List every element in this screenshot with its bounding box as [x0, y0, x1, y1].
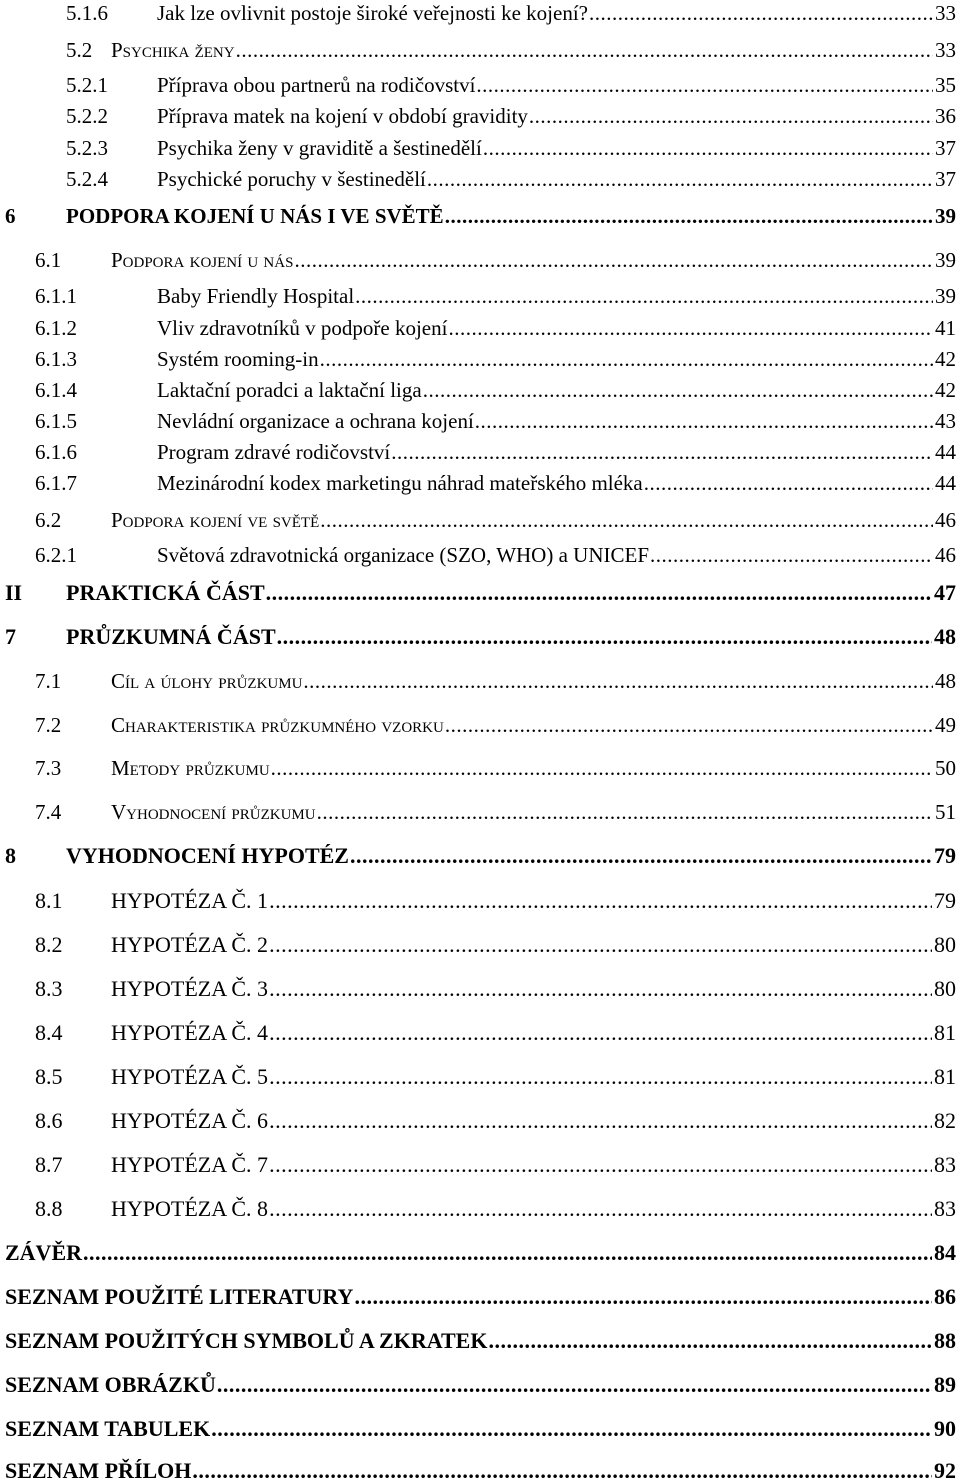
toc-entry[interactable]	[0, 543, 956, 568]
toc-entry[interactable]	[0, 1458, 956, 1484]
toc-entry-title: SEZNAM PŘÍLOH	[5, 1458, 192, 1483]
toc-entry-number: 6	[5, 204, 16, 228]
dot-leader	[269, 1196, 932, 1222]
toc-entry[interactable]	[0, 284, 956, 309]
toc-entry-number: 6.1.1	[35, 284, 77, 308]
toc-entry-page: 44	[935, 440, 956, 464]
toc-entry[interactable]	[0, 800, 956, 825]
dot-leader	[391, 440, 933, 465]
toc-entry-number: 6.2	[35, 508, 62, 532]
dot-leader	[445, 204, 933, 229]
toc-entry[interactable]	[0, 440, 956, 465]
toc-entry[interactable]	[0, 1284, 956, 1310]
toc-entry-page: 51	[935, 800, 956, 824]
toc-entry-page: 86	[934, 1284, 956, 1309]
toc-entry-number: 7.2	[35, 713, 62, 737]
toc-entry-title: SEZNAM OBRÁZKŮ	[5, 1372, 216, 1397]
dot-leader	[354, 1284, 932, 1310]
toc-entry-number: 6.1	[35, 248, 62, 272]
toc-entry-title: Psychické poruchy v šestinedělí	[157, 167, 426, 191]
dot-leader	[217, 1372, 932, 1398]
toc-entry-title: Psychika ženy v graviditě a šestinedělí	[157, 136, 482, 160]
toc-entry-number: 6.1.5	[35, 409, 77, 433]
toc-entry[interactable]	[0, 1328, 956, 1354]
toc-entry-title: HYPOTÉZA Č. 7	[111, 1152, 269, 1177]
toc-entry[interactable]	[0, 409, 956, 434]
toc-entry-title: HYPOTÉZA Č. 5	[111, 1064, 269, 1089]
toc-entry-number: 6.1.7	[35, 471, 77, 495]
toc-entry-title: ZÁVĚR	[5, 1240, 83, 1265]
toc-entry-page: 42	[935, 378, 956, 402]
toc-entry-page: 81	[934, 1064, 956, 1089]
toc-entry-number: 5.2.2	[66, 104, 108, 128]
dot-leader	[294, 248, 933, 273]
dot-leader	[269, 932, 932, 958]
toc-entry[interactable]	[0, 136, 956, 161]
toc-entry[interactable]	[0, 1240, 956, 1266]
dot-leader	[644, 471, 933, 496]
toc-entry[interactable]	[0, 713, 956, 738]
toc-entry-title: VYHODNOCENÍ HYPOTÉZ	[66, 843, 349, 868]
toc-entry-number: 6.1.2	[35, 316, 77, 340]
toc-entry-page: 80	[934, 932, 956, 957]
toc-entry-title: Metody průzkumu	[111, 756, 270, 780]
toc-entry[interactable]	[0, 73, 956, 98]
toc-entry-title: HYPOTÉZA Č. 1	[111, 888, 269, 913]
toc-entry-number: 8.7	[35, 1152, 63, 1177]
dot-leader	[650, 543, 933, 568]
toc-entry-number: 6.2.1	[35, 543, 77, 567]
dot-leader	[192, 1458, 932, 1484]
toc-entry-title: Podpora kojení u nás	[111, 248, 294, 272]
toc-entry-title: SEZNAM POUŽITÉ LITERATURY	[5, 1284, 354, 1309]
dot-leader	[589, 1, 933, 26]
dot-leader	[445, 713, 933, 738]
toc-entry[interactable]	[0, 1, 956, 26]
dot-leader	[277, 624, 932, 650]
toc-entry-number: 6.1.3	[35, 347, 77, 371]
toc-entry-page: 84	[934, 1240, 956, 1265]
toc-entry-number: 6.1.6	[35, 440, 77, 464]
toc-entry[interactable]	[0, 378, 956, 403]
toc-entry-page: 88	[934, 1328, 956, 1353]
toc-entry-number: 5.2.3	[66, 136, 108, 160]
toc-entry[interactable]	[0, 1152, 956, 1178]
toc-entry-title: HYPOTÉZA Č. 8	[111, 1196, 269, 1221]
toc-entry-page: 46	[935, 508, 956, 532]
toc-entry-title: HYPOTÉZA Č. 3	[111, 976, 269, 1001]
dot-leader	[320, 508, 933, 533]
toc-entry-number: 5.2.4	[66, 167, 108, 191]
toc-entry-page: 48	[934, 624, 956, 649]
toc-entry[interactable]	[0, 1108, 956, 1134]
dot-leader	[475, 409, 933, 434]
dot-leader	[317, 800, 933, 825]
toc-entry-title: Laktační poradci a laktační liga	[157, 378, 422, 402]
toc-entry[interactable]	[0, 843, 956, 869]
dot-leader	[269, 1064, 932, 1090]
dot-leader	[271, 756, 933, 781]
toc-entry-number: 7.4	[35, 800, 62, 824]
toc-entry-title: PODPORA KOJENÍ U NÁS I VE SVĚTĚ	[66, 204, 444, 228]
toc-entry-page: 39	[935, 248, 956, 272]
toc-entry-page: 92	[934, 1458, 956, 1483]
toc-entry-number: 5.2	[66, 38, 93, 62]
toc-entry-page: 79	[934, 843, 956, 868]
dot-leader	[350, 843, 932, 869]
toc-entry-title: Cíl a úlohy průzkumu	[111, 669, 303, 693]
toc-entry[interactable]	[0, 669, 956, 694]
toc-entry-number: 8.2	[35, 932, 63, 957]
toc-entry[interactable]	[0, 248, 956, 273]
dot-leader	[83, 1240, 932, 1266]
toc-entry-number: 8	[5, 843, 16, 868]
dot-leader	[303, 669, 933, 694]
dot-leader	[483, 136, 933, 161]
toc-entry-page: 83	[934, 1152, 956, 1177]
toc-entry-page: 35	[935, 73, 956, 97]
toc-entry-title: HYPOTÉZA Č. 2	[111, 932, 269, 957]
toc-entry-title: Příprava matek na kojení v období gravidity	[157, 104, 528, 128]
toc-entry-page: 49	[935, 713, 956, 737]
toc-entry[interactable]	[0, 167, 956, 192]
dot-leader	[529, 104, 933, 129]
toc-entry-title: Vyhodnocení průzkumu	[111, 800, 316, 824]
toc-entry-page: 89	[934, 1372, 956, 1397]
toc-entry-number: 5.2.1	[66, 73, 108, 97]
toc-entry-title: Světová zdravotnická organizace (SZO, WHO) a UNICEF	[157, 543, 649, 567]
toc-entry-title: Psychika ženy	[111, 38, 235, 62]
toc-entry[interactable]	[0, 1416, 956, 1442]
toc-entry-title: Nevládní organizace a ochrana kojení	[157, 409, 474, 433]
toc-entry-page: 50	[935, 756, 956, 780]
toc-entry-page: 39	[935, 284, 956, 308]
dot-leader	[448, 316, 933, 341]
toc-entry-title: Systém rooming-in	[157, 347, 319, 371]
dot-leader	[266, 580, 932, 606]
dot-leader	[476, 73, 933, 98]
dot-leader	[355, 284, 933, 309]
toc-entry[interactable]	[0, 1372, 956, 1398]
dot-leader	[269, 1020, 932, 1046]
toc-entry-title: HYPOTÉZA Č. 6	[111, 1108, 269, 1133]
toc-entry-title: Program zdravé rodičovství	[157, 440, 391, 464]
toc-entry-number: 8.3	[35, 976, 63, 1001]
toc-entry-page: 33	[935, 38, 956, 62]
toc-entry-page: 42	[935, 347, 956, 371]
dot-leader	[269, 888, 932, 914]
toc-entry-title: Mezinárodní kodex marketingu náhrad mateřského mléka	[157, 471, 643, 495]
toc-entry-title: PRAKTICKÁ ČÁST	[66, 580, 265, 605]
toc-entry-page: 33	[935, 1, 956, 25]
toc-entry-page: 36	[935, 104, 956, 128]
toc-entry-number: 8.1	[35, 888, 63, 913]
toc-entry-title: PRŮZKUMNÁ ČÁST	[66, 624, 276, 649]
toc-entry-page: 44	[935, 471, 956, 495]
toc-entry-title: Jak lze ovlivnit postoje široké veřejnosti ke kojení?	[157, 1, 588, 25]
toc-entry[interactable]	[0, 580, 956, 606]
toc-entry[interactable]	[0, 104, 956, 129]
toc-entry-page: 37	[935, 167, 956, 191]
toc-entry[interactable]	[0, 976, 956, 1002]
toc-entry-title: HYPOTÉZA Č. 4	[111, 1020, 269, 1045]
toc-entry-page: 39	[935, 204, 956, 228]
toc-entry-page: 90	[934, 1416, 956, 1441]
toc-entry-page: 81	[934, 1020, 956, 1045]
toc-entry-number: II	[5, 580, 23, 605]
toc-entry-number: 7	[5, 624, 16, 649]
dot-leader	[269, 976, 932, 1002]
toc-entry-title: Příprava obou partnerů na rodičovství	[157, 73, 476, 97]
toc-entry-page: 41	[935, 316, 956, 340]
toc-entry[interactable]	[0, 932, 956, 958]
dot-leader	[269, 1152, 932, 1178]
toc-entry[interactable]	[0, 1196, 956, 1222]
toc-entry-page: 48	[935, 669, 956, 693]
toc-entry-page: 80	[934, 976, 956, 1001]
toc-entry-title: Podpora kojení ve světě	[111, 508, 320, 532]
dot-leader	[269, 1108, 932, 1134]
toc-entry-title: Baby Friendly Hospital	[157, 284, 355, 308]
toc-entry-page: 43	[935, 409, 956, 433]
dot-leader	[211, 1416, 932, 1442]
toc-entry[interactable]	[0, 888, 956, 914]
toc-entry-number: 6.1.4	[35, 378, 77, 402]
toc-entry[interactable]	[0, 1020, 956, 1046]
toc-entry-title: SEZNAM POUŽITÝCH SYMBOLŮ A ZKRATEK	[5, 1328, 488, 1353]
toc-entry[interactable]	[0, 756, 956, 781]
toc-entry-title: Charakteristika průzkumného vzorku	[111, 713, 444, 737]
dot-leader	[423, 378, 933, 403]
toc-entry[interactable]	[0, 316, 956, 341]
dot-leader	[320, 347, 933, 372]
toc-entry-page: 47	[934, 580, 956, 605]
toc-entry-page: 82	[934, 1108, 956, 1133]
dot-leader	[236, 38, 933, 63]
toc-entry-number: 8.6	[35, 1108, 63, 1133]
toc-entry[interactable]	[0, 38, 956, 63]
toc-entry-number: 7.3	[35, 756, 62, 780]
toc-entry[interactable]	[0, 624, 956, 650]
toc-entry[interactable]	[0, 347, 956, 372]
toc-entry-page: 79	[934, 888, 956, 913]
dot-leader	[488, 1328, 932, 1354]
toc-entry[interactable]	[0, 1064, 956, 1090]
toc-entry-page: 46	[935, 543, 956, 567]
toc-entry-page: 83	[934, 1196, 956, 1221]
toc-entry-page: 37	[935, 136, 956, 160]
toc-entry-title: SEZNAM TABULEK	[5, 1416, 211, 1441]
toc-entry[interactable]	[0, 204, 956, 229]
toc-entry[interactable]	[0, 471, 956, 496]
toc-entry-number: 7.1	[35, 669, 62, 693]
toc-entry-number: 8.8	[35, 1196, 63, 1221]
dot-leader	[427, 167, 933, 192]
toc-entry-number: 8.4	[35, 1020, 63, 1045]
toc-entry-number: 8.5	[35, 1064, 63, 1089]
toc-entry-number: 5.1.6	[66, 1, 108, 25]
toc-entry[interactable]	[0, 508, 956, 533]
toc-entry-title: Vliv zdravotníků v podpoře kojení	[157, 316, 448, 340]
